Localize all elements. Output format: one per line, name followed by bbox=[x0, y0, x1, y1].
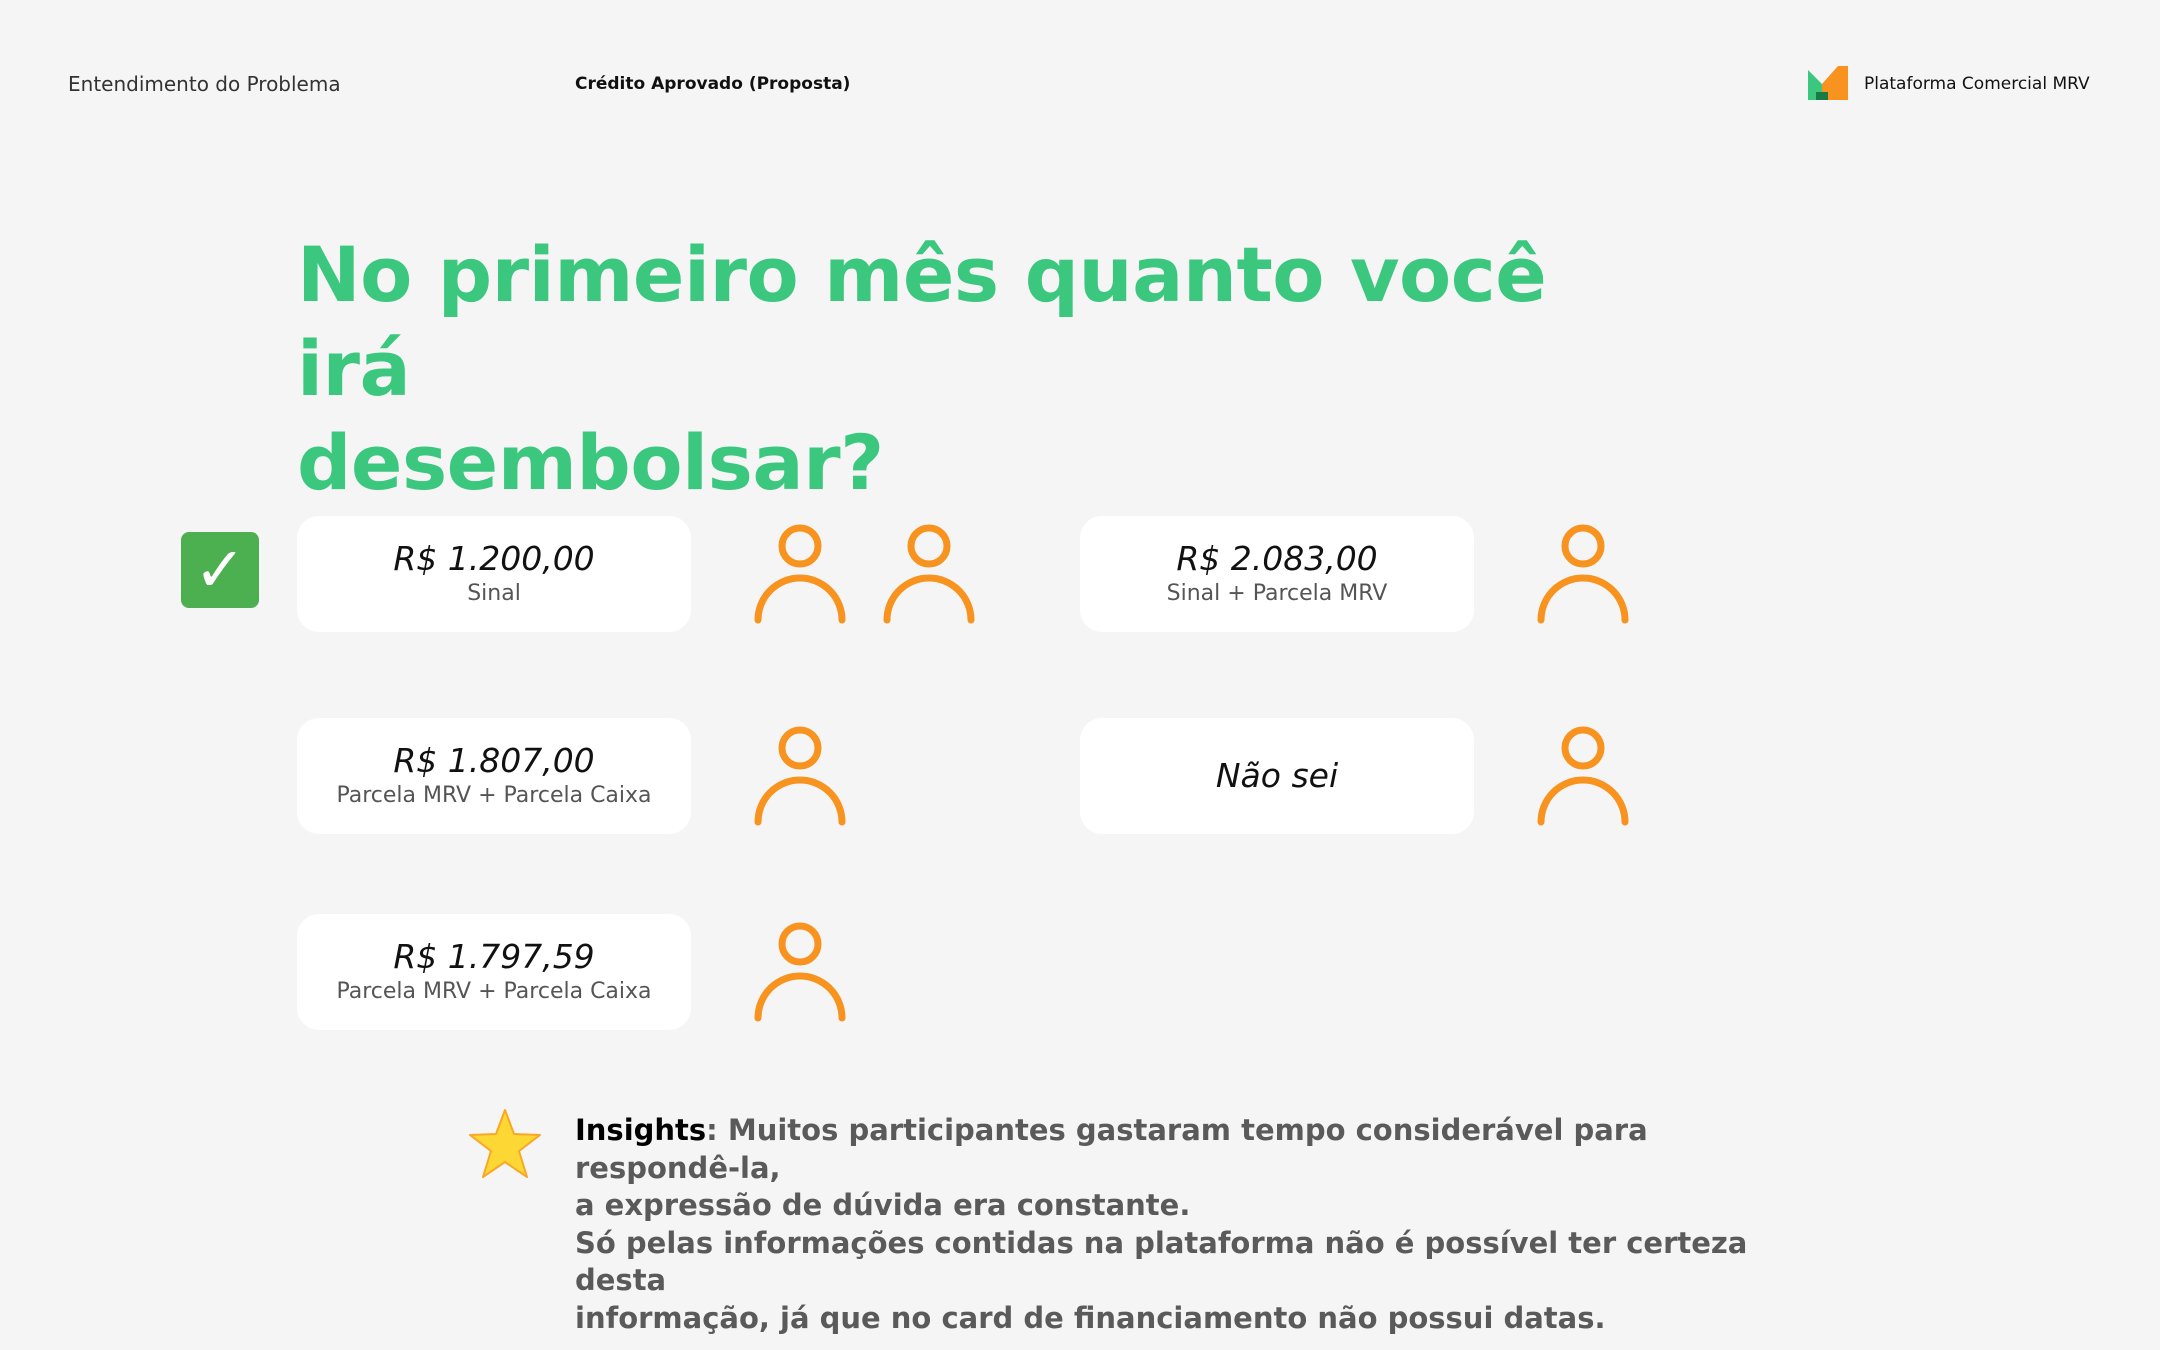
answer-description: Sinal + Parcela MRV bbox=[1166, 581, 1388, 606]
answer-card bbox=[1080, 516, 1474, 632]
star-icon bbox=[468, 1108, 542, 1180]
answer-description: Parcela MRV + Parcela Caixa bbox=[336, 783, 652, 808]
answer-card bbox=[297, 914, 691, 1030]
question-title-line2: desembolsar? bbox=[297, 418, 884, 507]
insights-line3: Só pelas informações contidas na plataforma não é possível ter certeza desta bbox=[575, 1225, 1748, 1297]
context-title: Crédito Aprovado (Proposta) bbox=[575, 74, 851, 94]
answer-amount: R$ 2.083,00 bbox=[1176, 539, 1378, 578]
answer-amount: Não sei bbox=[1215, 756, 1339, 795]
answer-description: Sinal bbox=[467, 581, 521, 606]
mrv-logo-icon bbox=[1808, 66, 1848, 102]
question-title bbox=[297, 228, 1597, 510]
person-icon bbox=[1537, 524, 1629, 624]
insights-line1: : Muitos participantes gastaram tempo considerável para respondê-la, bbox=[575, 1113, 1648, 1185]
answer-amount: R$ 1.807,00 bbox=[393, 741, 595, 780]
person-icon bbox=[754, 524, 846, 624]
person-icon bbox=[883, 524, 975, 624]
answer-card bbox=[1080, 718, 1474, 834]
insights-line2: a expressão de dúvida era constante. bbox=[575, 1188, 1191, 1222]
answer-description: Parcela MRV + Parcela Caixa bbox=[336, 979, 652, 1004]
answer-card bbox=[297, 516, 691, 632]
insights-line4: informação, já que no card de financiamento não possui datas. bbox=[575, 1300, 1606, 1335]
insights-label: Insights bbox=[575, 1113, 707, 1147]
insights-text bbox=[575, 1112, 1815, 1337]
brand-header bbox=[1808, 66, 2090, 102]
brand-name: Plataforma Comercial MRV bbox=[1864, 74, 2090, 94]
check-mark-icon: ✓ bbox=[181, 532, 259, 608]
section-title: Entendimento do Problema bbox=[68, 72, 341, 96]
person-icon bbox=[754, 922, 846, 1022]
person-icon bbox=[754, 726, 846, 826]
answer-amount: R$ 1.797,59 bbox=[393, 937, 595, 976]
person-icon bbox=[1537, 726, 1629, 826]
answer-amount: R$ 1.200,00 bbox=[393, 539, 595, 578]
answer-card bbox=[297, 718, 691, 834]
question-title-line1: No primeiro mês quanto você irá bbox=[297, 230, 1547, 413]
